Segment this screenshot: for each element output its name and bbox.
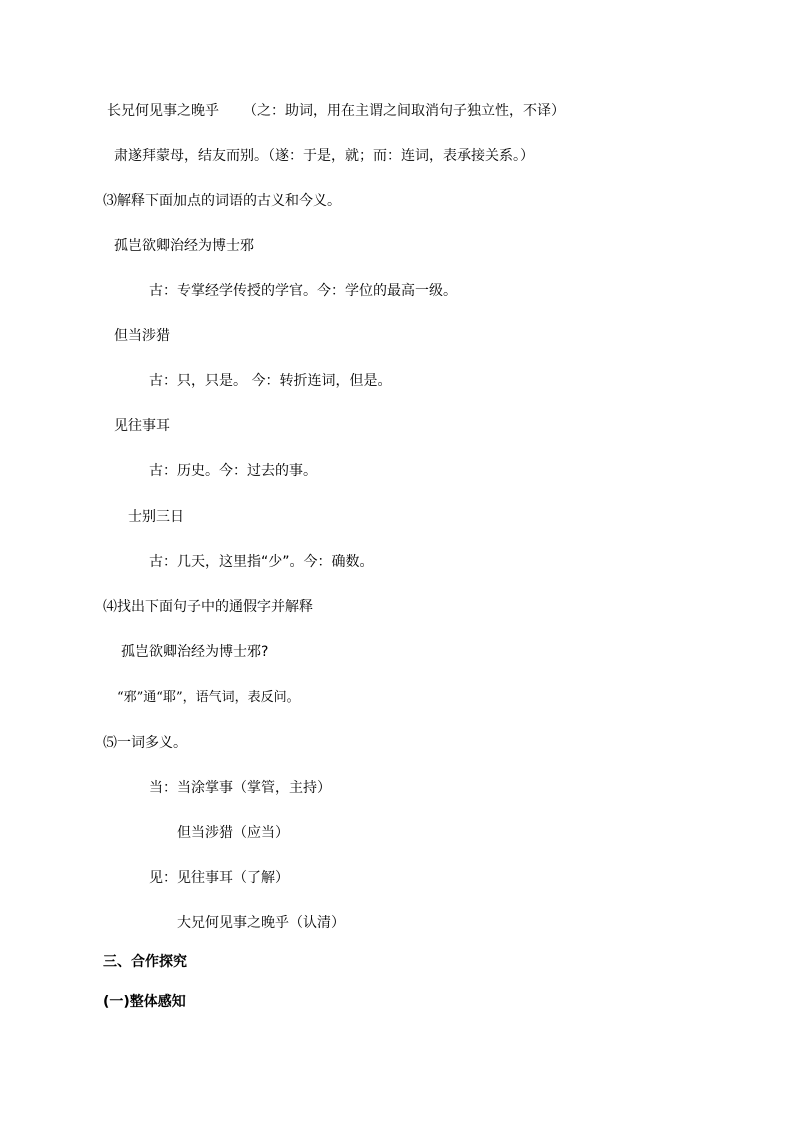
word-explanation-1: 古：专掌经学传授的学官。今：学位的最高一级。 <box>149 283 457 299</box>
heading-5: ⑸一词多义。 <box>103 735 187 751</box>
polysemy-item-4: 大兄何见事之晚乎（认清） <box>177 915 345 931</box>
sentence-text: 长兄何见事之晚乎 <box>107 103 219 119</box>
tongjia-explanation: “邪”通“耶”，语气词，表反问。 <box>117 690 300 705</box>
word-item-4: 士别三日 <box>128 509 184 525</box>
heading-3: ⑶解释下面加点的词语的古义和今义。 <box>103 193 341 209</box>
word-item-1: 孤岂欲卿治经为博士邪 <box>114 238 254 254</box>
word-explanation-4: 古：几天，这里指“少”。今：确数。 <box>149 554 374 570</box>
tongjia-sentence: 孤岂欲卿治经为博士邪? <box>121 644 269 660</box>
sentence-line-1 <box>107 102 565 120</box>
polysemy-item-1: 当：当涂掌事（掌管，主持） <box>149 780 331 796</box>
word-explanation-2: 古：只，只是。 今：转折连词，但是。 <box>149 373 392 389</box>
word-item-2: 但当涉猎 <box>114 328 170 344</box>
polysemy-item-2: 但当涉猎（应当） <box>177 825 289 841</box>
polysemy-item-3: 见：见往事耳（了解） <box>149 870 289 886</box>
sentence-line-2: 肃遂拜蒙母，结友而别。（遂：于是，就；而：连词，表承接关系。） <box>114 148 534 164</box>
word-explanation-3: 古：历史。今：过去的事。 <box>149 463 317 479</box>
sentence-note: （之：助词，用在主谓之间取消句子独立性，不译） <box>243 103 565 119</box>
word-item-3: 见往事耳 <box>114 418 170 434</box>
subsection-title: (一)整体感知 <box>103 994 186 1010</box>
section-title: 三、合作探究 <box>103 954 187 970</box>
heading-4: ⑷找出下面句子中的通假字并解释 <box>103 599 313 615</box>
